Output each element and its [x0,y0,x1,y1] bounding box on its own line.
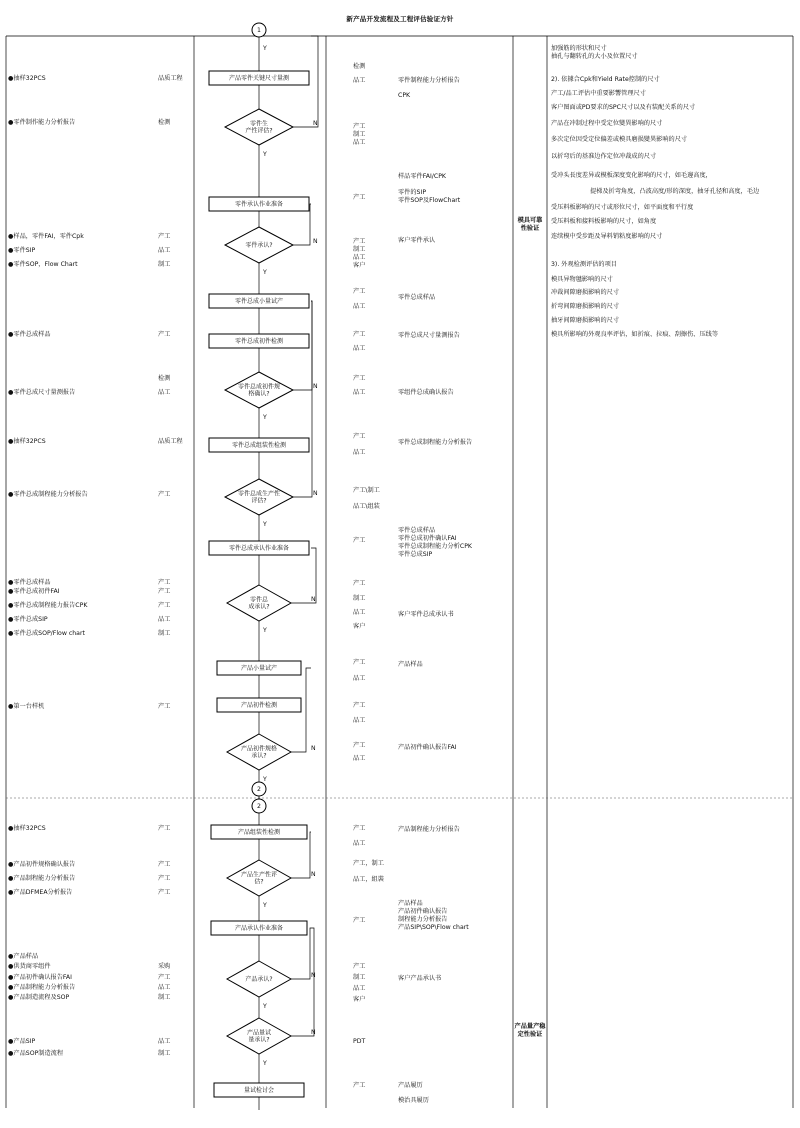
verification-category: 定性验证 [517,1031,543,1038]
process-box-label: 零件总成承认作业准备 [228,545,290,552]
output-document: 模治具履历 [398,1097,429,1104]
responsible-dept: 产工 [353,917,366,924]
output-document: 产品制程能力分析报告 [398,826,460,833]
decision-label: 零件总 [249,596,269,604]
deliverable-dept: 检测 [158,375,171,382]
deliverable-dept: 产工 [158,491,171,498]
output-document: 产品样品 [398,900,423,907]
responsible-dept: 品工 [353,609,366,616]
decision-label: 产品承认? [245,976,273,983]
deliverable-item: ●抽样32PCS [8,75,46,82]
no-label: N [311,1029,316,1036]
output-document: 零件SOP及FlowChart [398,197,461,204]
responsible-dept: 制工 [353,131,366,138]
output-document: 产品初件确认报告FAI [398,744,457,751]
page-title: 新产品开发流程及工程评估验证方针 [346,15,454,23]
no-label: N [313,120,318,127]
output-document: 产品初件确认报告 [398,908,448,915]
responsible-dept: 制工 [353,595,366,602]
deliverable-dept: 品工 [158,247,171,254]
responsible-dept: 产工 [353,331,366,338]
yes-label: Y [263,151,267,158]
no-label: N [311,745,316,752]
deliverable-item: ●产品初件规格确认报告 [8,861,76,868]
responsible-dept: 品工\组装 [353,503,380,510]
responsible-dept: 品工 [353,139,366,146]
responsible-dept: 品工 [353,77,366,84]
process-box-label: 产品初件检测 [240,702,278,709]
responsible-dept: 产工 [353,1082,366,1089]
feedback-loop-line [293,301,312,497]
responsible-dept: 品工 [353,755,366,762]
responsible-dept: 品工，組裝 [353,876,384,883]
verification-note: 冲裁间隙磨损影响的尺寸 [551,289,620,296]
responsible-dept: 品工 [353,389,366,396]
output-document: 客户零件承认 [398,237,436,244]
deliverable-item: ●产品样品 [8,953,39,960]
responsible-dept: 品工 [353,303,366,310]
deliverable-item: ●产品DFMEA分析报告 [8,889,73,896]
responsible-dept: 制工 [353,974,366,981]
decision-label: 量承认? [248,1036,270,1044]
deliverable-item: ●零件总成尺寸量测报告 [8,389,76,396]
output-document: 零件总成SIP [398,551,433,558]
responsible-dept: 产工 [353,537,366,544]
no-label: N [313,383,318,390]
verification-note: 模具所影响的外观良率评估，如折痕、拉痕、刮擦伤、压线等 [551,331,719,338]
responsible-dept: 品工 [353,345,366,352]
output-document: 零件总成样品 [398,294,436,301]
deliverable-dept: 制工 [158,994,171,1001]
deliverable-item: ●零件总成样品 [8,579,51,586]
responsible-dept: 产工\制工 [353,487,380,494]
verification-note: 以折弯后的基准边作定位冲裁成的尺寸 [551,153,657,160]
deliverable-dept: 产工 [158,974,171,981]
process-box-label: 产品承认作业准备 [234,925,284,932]
deliverable-dept: 制工 [158,261,171,268]
deliverable-dept: 品工 [158,389,171,396]
output-document: 零件总成尺寸量测报告 [398,332,460,339]
yes-label: Y [263,521,267,528]
verification-note: 加强筋的形状和尺寸 [551,45,607,52]
verification-note: 提梯及折弯角度，凸波高度/形的深度，抽牙孔径和高度，毛边 [590,188,760,195]
responsible-dept: 产工 [353,659,366,666]
deliverable-dept: 产工 [158,875,171,882]
no-label: N [313,490,318,497]
deliverable-item: ●零件SIP [8,247,36,254]
decision-label: 产品初件规格 [240,745,278,753]
deliverable-item: ●零件总成制程能力报告CPK [8,602,88,609]
output-document: 制程能力分析报告 [398,916,448,923]
verification-note: 抽孔与翻转孔的大小及位置尺寸 [551,53,638,60]
feedback-loop-line [291,928,314,1036]
no-label: N [311,871,316,878]
deliverable-dept: 产工 [158,233,171,240]
responsible-dept: 产工，制工 [353,860,384,867]
feedback-loop-line [291,548,316,603]
decision-label: 零件总成初件规 [237,383,281,391]
process-box-label: 量试检讨会 [243,1087,275,1094]
decision-label: 估? [254,878,264,886]
output-document: 零件总成样品 [398,527,436,534]
responsible-dept: 产工 [353,194,366,201]
deliverable-dept: 制工 [158,630,171,637]
deliverable-item: ●产品SIP [8,1038,36,1045]
output-document: 零件制程能力分析报告 [398,77,460,84]
deliverable-item: ●零件总成SOP/Flow chart [8,630,85,637]
responsible-dept: 产工 [353,825,366,832]
responsible-dept: 品工 [353,717,366,724]
deliverable-item: ●产品制程能力分析报告 [8,875,76,882]
process-box-label: 产品零件关键尺寸量测 [228,75,290,82]
deliverable-item: ●产品制程能力分析报告 [8,984,76,991]
decision-label: 格确认? [248,390,270,398]
deliverable-dept: 品工 [158,984,171,991]
verification-note: 产工/品工评估中重要影響管理尺寸 [551,90,646,97]
deliverable-dept: 产工 [158,602,171,609]
verification-note: 产品在冲制过程中受定位變異影响的尺寸 [551,120,663,127]
responsible-dept: 客户 [353,262,366,269]
deliverable-item: ●零件总成初件FAI [8,588,60,595]
responsible-dept: 产工 [353,963,366,970]
decision-label: 产品量试 [246,1029,272,1037]
responsible-dept: 产工 [353,702,366,709]
responsible-dept: 制工 [353,246,366,253]
verification-note: 受压料板影响的尺寸或形位尺寸，如平面度和平行度 [551,204,694,211]
deliverable-dept: 产工 [158,825,171,832]
output-document: 零件的SIP [398,189,427,196]
responsible-dept: 产工 [353,238,366,245]
verification-note: 受压料板和接料板影响的尺寸，如角度 [551,218,657,225]
deliverable-item: ●抽样32PCS [8,825,46,832]
responsible-dept: PDT [353,1038,366,1045]
verification-category: 性验证 [520,225,540,232]
responsible-dept: 品工 [353,675,366,682]
verification-note: 3). 外观检测评估的项目 [551,261,617,268]
responsible-dept-column [353,62,384,1089]
deliverable-item: ●零件总成制程能力分析报告 [8,491,88,498]
connector-label: 1 [257,27,261,34]
feedback-loop-line [291,928,311,979]
responsible-dept: 产工 [353,123,366,130]
deliverable-item: ●零件制作能力分析报告 [8,119,76,126]
verification-note: 折弯间隙磨损影响的尺寸 [551,303,620,310]
responsible-dept: 客户 [353,623,366,630]
deliverable-item: ●零件总成SIP [8,616,48,623]
deliverable-item: ●产品初件确认报告FAI [8,974,72,981]
deliverable-dept: 产工 [158,889,171,896]
yes-label: Y [263,45,267,52]
responsible-dept: 产工 [353,288,366,295]
deliverable-dept: 采购 [158,963,171,970]
no-label: N [313,238,318,245]
deliverable-item: ●供货商零组件 [8,963,51,970]
verification-note: 2). 依據合Cpk和Yield Rate控制的尺寸 [551,76,660,83]
yes-label: Y [263,1060,267,1067]
deliverable-dept: 产工 [158,588,171,595]
responsible-dept: 产工 [353,433,366,440]
output-document: 零件总成制程能力分析报告 [398,439,473,446]
deliverable-dept: 产工 [158,703,171,710]
decision-label: 零件总成生产性 [237,490,281,498]
left-deliverables-column [8,74,184,1057]
output-document: 客户产品承认书 [398,975,442,982]
deliverable-dept: 产工 [158,331,171,338]
process-box-label: 零件总成初件检测 [234,338,284,345]
decision-label: 零件承认? [245,242,273,249]
process-box-label: 零件总成小量试产 [234,298,284,305]
responsible-dept: 品工 [353,985,366,992]
decision-label: 评估? [251,497,267,505]
deliverable-dept: 制工 [158,1050,171,1057]
verification-note: 受冲头長度差异或模板深度变化影响的尺寸，如毛邊高度， [551,172,712,179]
decision-label: 产品生产性评 [240,871,278,879]
yes-label: Y [263,902,267,909]
deliverable-dept: 品工 [158,1038,171,1045]
process-box-label: 产品小量试产 [240,665,278,672]
yes-label: Y [263,776,267,783]
output-document: 产品履历 [398,1082,423,1089]
yes-label: Y [263,269,267,276]
responsible-dept: 检测 [353,63,366,70]
output-document: 产品样品 [398,661,423,668]
output-document: 零件总成制程能力分析CPK [398,543,472,550]
decision-label: 成承认? [248,603,270,611]
output-docs-column [398,76,473,1104]
output-document: 零组件总成确认报告 [398,389,454,396]
connector-label: 2 [257,803,261,810]
deliverable-item: ●抽样32PCS [8,438,46,445]
responsible-dept: 品工 [353,254,366,261]
responsible-dept: 客户 [353,996,366,1003]
process-box-label: 零件总成组装性检测 [231,442,287,449]
output-document: CPK [398,92,411,99]
responsible-dept: 品工 [353,449,366,456]
responsible-dept: 产工 [353,375,366,382]
yes-label: Y [263,627,267,634]
output-document: 样品零件FAI/CPK [398,173,446,180]
no-label: N [311,596,316,603]
decision-label: 承认? [251,752,267,760]
deliverable-item: ●零件总成样品 [8,331,51,338]
verification-category: 模具可靠 [517,217,543,224]
connector-label: 2 [257,786,261,793]
deliverable-dept: 产工 [158,861,171,868]
output-document: 客户零件总成承认书 [398,611,454,618]
verification-note: 连续模中受步距及导料销粘度影响的尺寸 [551,233,663,240]
decision-label: 零件生 [249,120,269,128]
verification-note: 客户图面或PD要求的SPC尺寸以及有装配关系的尺寸 [551,104,696,111]
process-box-label: 产品组装性检测 [237,829,281,836]
verification-notes-column [551,44,759,338]
category-column [515,216,547,1038]
verification-note: 模具异物毽影响的尺寸 [551,276,613,283]
deliverable-item: ●产品SOP制造流程 [8,1050,64,1057]
yes-label: Y [263,414,267,421]
yes-label: Y [263,1003,267,1010]
deliverable-item: ●第一台样机 [8,703,45,710]
responsible-dept: 产工 [353,742,366,749]
deliverable-dept: 检测 [158,119,171,126]
verification-note: 抽牙间隙磨损影响的尺寸 [551,317,620,324]
deliverable-item: ●产品制造流程及SOP [8,994,70,1001]
deliverable-dept: 品质工程 [158,75,183,82]
deliverable-dept: 品工 [158,616,171,623]
deliverable-dept: 产工 [158,579,171,586]
deliverable-item: ●零件SOP，Flow Chart [8,261,78,268]
deliverable-dept: 品质工程 [158,438,183,445]
verification-category: 产品量产稳 [514,1023,546,1030]
verification-note: 多次定位因受定位偏差或模具磨损變異影响的尺寸 [551,136,688,143]
responsible-dept: 品工 [353,840,366,847]
output-document: 零件总成初件确认FAI [398,535,457,542]
decision-label: 产性评估? [245,127,273,135]
output-document: 产品SIP\SOP\Flow chart [398,924,469,931]
responsible-dept: 产工 [353,580,366,587]
no-label: N [311,972,316,979]
deliverable-item: ●样品，零件FAI，零件Cpk [8,233,84,240]
process-box-label: 零件承认作业准备 [234,201,284,208]
